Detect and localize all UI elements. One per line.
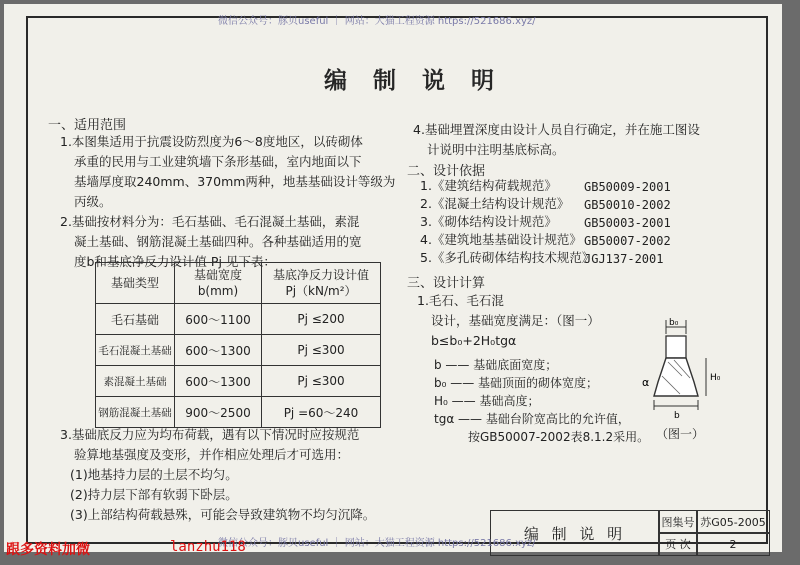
reference-name: 2.《混凝土结构设计规范》	[420, 196, 570, 211]
table-row: 毛石基础 600～1100 Pj ≤200	[96, 304, 381, 335]
reference-name: 3.《砌体结构设计规范》	[420, 214, 557, 229]
section3-definitions: b —— 基础底面宽度； b₀ —— 基础顶面的砌体宽度； H₀ —— 基础高度； tgα —— 基础台阶宽高比的允许值， 按GB50007-2002表8.1.2采用。	[434, 358, 650, 444]
reference-code: GB50009-2001	[584, 180, 671, 194]
atlas-label: 图集号	[658, 510, 698, 534]
diagram-label-alpha: α	[642, 376, 650, 389]
table-row: 素混凝土基础 600～1300 Pj ≤300	[96, 366, 381, 397]
section1-item2: 2.基础按材料分为：毛石基础、毛石混凝土基础，素混 凝土基础、钢筋混凝土基础四种。各种基础适用的宽 度b和基底净反力设计值 Pj 见下表：	[60, 214, 362, 269]
watermark-top: 微信公众号：豚贝useful ｜ 网站：大猫工程资源 https://521686.xyz/	[218, 16, 536, 27]
table-header-row	[96, 263, 381, 304]
section1-item1: 1.本图集适用于抗震设防烈度为6～8度地区，以砖砌体 承重的民用与工业建筑墙下条形基础，室内地面以下 基墙厚度取240mm、370mm两种，地基基础设计等级为 丙级。	[60, 134, 396, 209]
reference-code: GB50010-2002	[584, 198, 671, 212]
foundation-table	[95, 262, 381, 428]
reference-name: 1.《建筑结构荷载规范》	[420, 178, 557, 193]
title-block-name: 编 制 说 明	[490, 510, 660, 556]
table-row: 钢筋混凝土基础 900～2500 Pj =60～240	[96, 397, 381, 428]
table-header-cell: 基底净反力设计值 Pj（kN/m²）	[262, 263, 381, 304]
diagram-label-b0: b₀	[669, 318, 679, 328]
section1-item3: 3.基础底反力应为均布荷载，遇有以下情况时应按规范 验算地基强度及变形，并作相应处理后才可选用： (1)地基持力层的土层不均匀。 (2)持力层下部有软弱下卧层。 (3)上部结构荷载悬殊，可能会导致建筑物不均匀沉降。	[60, 427, 376, 522]
section3-intro: 1.毛石、毛石混 设计，基础宽度满足：（图一） b≤b₀+2H₀tgα	[417, 293, 600, 348]
figure-caption: （图一）	[656, 427, 705, 441]
page-value: 2	[696, 532, 770, 556]
drawing-sheet	[4, 4, 782, 552]
reference-name: 4.《建筑地基基础设计规范》	[420, 232, 582, 247]
table-header-cell: 基础类型	[96, 263, 175, 304]
reference-code: GB50007-2002	[584, 234, 671, 248]
table-header-cell: 基础宽度 b(mm)	[175, 263, 262, 304]
section3-heading: 三、设计计算	[407, 276, 486, 291]
reference-code: JGJ137-2001	[584, 252, 664, 266]
atlas-value: 苏G05-2005	[696, 510, 770, 534]
diagram-label-b: b	[674, 411, 680, 421]
title-block	[490, 510, 770, 556]
reference-code: GB50003-2001	[584, 216, 671, 230]
reference-name: 5.《多孔砖砌体结构技术规范》	[420, 250, 595, 265]
section1-heading: 一、适用范围	[48, 118, 127, 133]
page-label: 页 次	[658, 532, 698, 556]
table-row: 毛石混凝土基础 600～1300 Pj ≤300	[96, 335, 381, 366]
page-title: 编 制 说 明	[324, 68, 504, 94]
watermark-red-right: lanzhu118	[170, 539, 246, 555]
watermark-red-left: 跟多资料加微	[6, 542, 90, 558]
section2-heading: 二、设计依据	[407, 164, 486, 179]
diagram-label-h0: H₀	[710, 373, 721, 383]
watermark-bottom: 微信公众号：豚贝useful ｜ 网站：大猫工程资源 https://521686.xyz/	[218, 538, 536, 549]
section1-item4: 4.基础埋置深度由设计人员自行确定，并在施工图设 计说明中注明基底标高。	[413, 122, 700, 157]
